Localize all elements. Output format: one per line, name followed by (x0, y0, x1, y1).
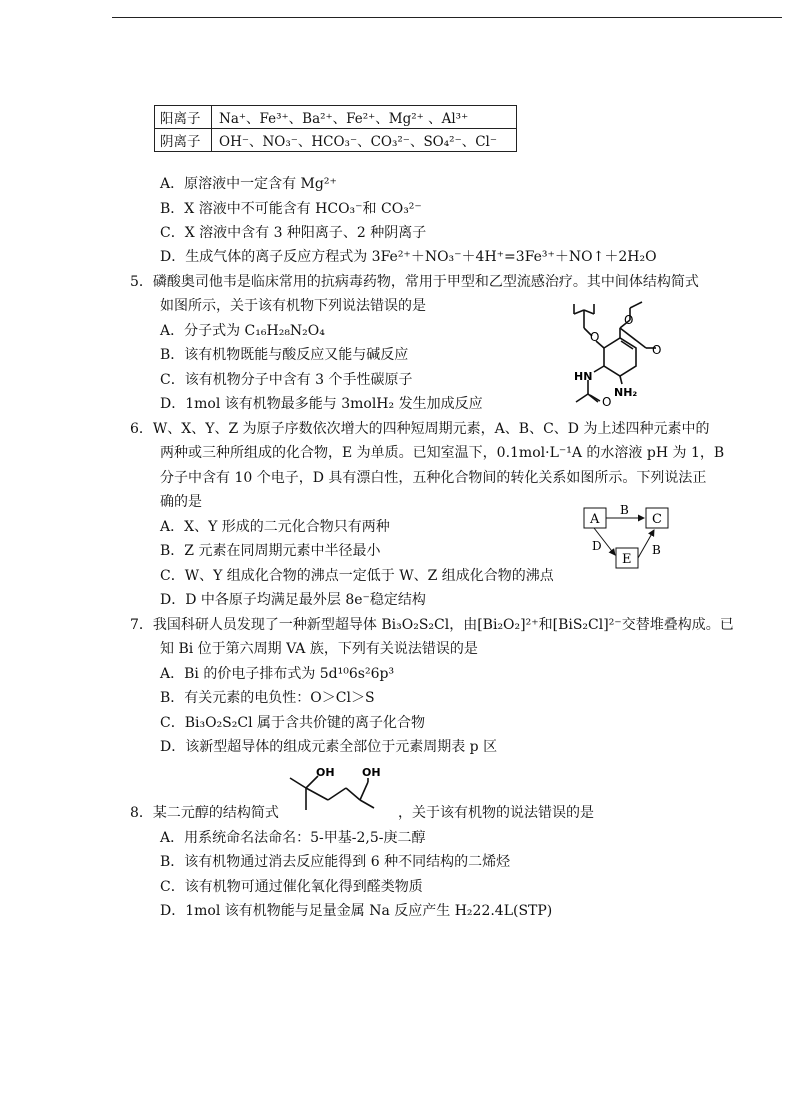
q8-option-b: B．该有机物通过消去反应能得到 6 种不同结构的二烯烃 (160, 854, 511, 870)
arrow-label-d: D (592, 539, 602, 553)
q6-stem-cont: 确的是 (160, 494, 202, 510)
q5-fig-nh-label: HN (574, 370, 593, 383)
q5-option-a: A．分子式为 C₁₆H₂₈N₂O₄ (160, 323, 325, 339)
cation-header: 阳离子 (155, 106, 212, 129)
q6-option-d: D．D 中各原子均满足最外层 8e⁻稳定结构 (160, 592, 426, 608)
q7-option-c: C．Bi₃O₂S₂Cl 属于含共价键的离子化合物 (160, 715, 426, 731)
q4-option-d: D．生成气体的离子反应方程式为 3Fe²⁺＋NO₃⁻＋4H⁺=3Fe³⁺＋NO↑＋2H₂O (160, 249, 657, 265)
q5-stem-cont: 如图所示，关于该有机物下列说法错误的是 (160, 298, 426, 314)
q7-option-a: A．Bi 的价电子排布式为 5d¹⁰6s²6p³ (160, 666, 395, 682)
q4-option-a: A．原溶液中一定含有 Mg²⁺ (160, 176, 337, 192)
q4-option-c: C．X 溶液中含有 3 种阳离子、2 种阴离子 (160, 225, 427, 241)
q5-fig-o-label: O (624, 313, 634, 327)
header-rule (112, 17, 782, 18)
q5-fig-o-label: O (652, 343, 662, 357)
anion-list: OH⁻、NO₃⁻、HCO₃⁻、CO₃²⁻、SO₄²⁻、Cl⁻ (212, 129, 517, 152)
diagram-label-c: C (652, 512, 662, 527)
q5-option-d: D．1mol 该有机物最多能与 3molH₂ 发生加成反应 (160, 396, 483, 412)
q7-stem: 7．我国科研人员发现了一种新型超导体 Bi₃O₂S₂Cl，由[Bi₂O₂]²⁺和[BiS₂Cl]²⁻交替堆叠构成。已 (130, 617, 734, 633)
ion-table (154, 105, 517, 152)
table-row (155, 129, 517, 152)
q8-fig-oh-label: OH (316, 766, 335, 779)
q8-fig-oh-label: OH (362, 766, 381, 779)
q5-structure-figure (560, 296, 690, 414)
q6-option-c: C．W、Y 组成化合物的沸点一定低于 W、Z 组成化合物的沸点 (160, 568, 554, 584)
q7-stem-cont: 知 Bi 位于第六周期 VA 族，下列有关说法错误的是 (160, 641, 478, 657)
q6-option-a: A．X、Y 形成的二元化合物只有两种 (160, 519, 390, 535)
q8-stem: 8．某二元醇的结构简式 (130, 805, 279, 821)
q5-fig-o-label: O (590, 330, 600, 344)
q8-stem-cont: ，关于该有机物的说法错误的是 (398, 805, 594, 821)
q8-structure-figure (284, 764, 394, 822)
q8-option-c: C．该有机物可通过催化氧化得到醛类物质 (160, 879, 423, 895)
diagram-label-a: A (590, 512, 600, 527)
q5-fig-o-label: O (602, 395, 612, 409)
q8-option-d: D．1mol 该有机物能与足量金属 Na 反应产生 H₂22.4L(STP) (160, 903, 553, 919)
q7-option-d: D．该新型超导体的组成元素全部位于元素周期表 p 区 (160, 739, 498, 755)
q6-option-b: B．Z 元素在同周期元素中半径最小 (160, 543, 381, 559)
cation-list: Na⁺、Fe³⁺、Ba²⁺、Fe²⁺、Mg²⁺ 、Al³⁺ (212, 106, 517, 129)
anion-header: 阴离子 (155, 129, 212, 152)
q5-option-b: B．该有机物既能与酸反应又能与碱反应 (160, 347, 409, 363)
q5-option-c: C．该有机物分子中含有 3 个手性碳原子 (160, 372, 413, 388)
q4-option-b: B．X 溶液中不可能含有 HCO₃⁻和 CO₃²⁻ (160, 201, 422, 217)
q5-fig-nh2-label: NH₂ (614, 386, 638, 399)
table-row (155, 106, 517, 129)
q7-option-b: B．有关元素的电负性：O＞Cl＞S (160, 690, 375, 706)
q6-stem-cont: 分子中含有 10 个电子，D 具有漂白性，五种化合物间的转化关系如图所示。下列说法正 (160, 470, 707, 486)
arrow-label-b: B (620, 503, 629, 517)
q5-stem: 5．磷酸奥司他韦是临床常用的抗病毒药物，常用于甲型和乙型流感治疗。其中间体结构简式 (130, 274, 699, 290)
arrow-label-b: B (652, 543, 661, 557)
diagram-label-e: E (622, 552, 632, 567)
q6-reaction-diagram (580, 500, 700, 576)
q8-option-a: A．用系统命名法命名：5-甲基-2,5-庚二醇 (160, 830, 426, 846)
q6-stem: 6．W、X、Y、Z 为原子序数依次增大的四种短周期元素，A、B、C、D 为上述四种元素中的 (130, 421, 710, 437)
q6-stem-cont: 两种或三种所组成的化合物，E 为单质。已知室温下，0.1mol·L⁻¹A 的水溶液 pH 为 1，B (160, 445, 725, 461)
